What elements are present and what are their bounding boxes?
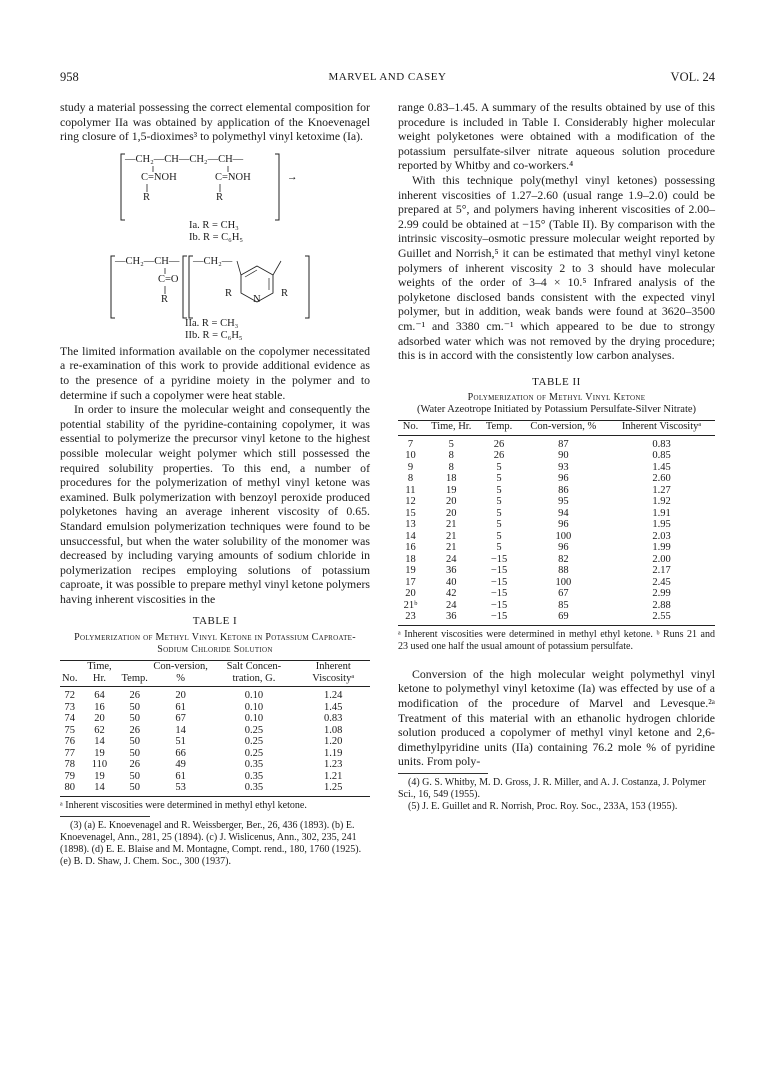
left-column bbox=[60, 100, 370, 868]
table-header-cell: Con-version, % bbox=[153, 661, 208, 684]
table-cell: 21 bbox=[446, 542, 457, 554]
table-cell: 0.25 bbox=[244, 724, 264, 736]
table-cell: 5 bbox=[496, 461, 502, 473]
table-cell: 1.21 bbox=[324, 770, 343, 782]
table-cell: 88 bbox=[558, 565, 569, 577]
table-cell: 53 bbox=[175, 782, 186, 794]
table-cell: 2.99 bbox=[652, 588, 671, 600]
table-cell: 0.10 bbox=[244, 701, 264, 713]
table-cell: 96 bbox=[558, 542, 569, 554]
table-cell: 0.35 bbox=[244, 759, 264, 771]
table-cell: 17 bbox=[405, 576, 416, 588]
table-cell: 95 bbox=[558, 496, 569, 508]
table-cell: 90 bbox=[558, 450, 569, 462]
table-cell: 36 bbox=[446, 611, 457, 623]
table-cell: 0.35 bbox=[244, 770, 264, 782]
table-cell: 26 bbox=[493, 438, 505, 450]
table-cell: −15 bbox=[490, 565, 508, 577]
table-row bbox=[398, 565, 715, 577]
table-cell: 26 bbox=[493, 450, 505, 462]
table-cell: 96 bbox=[558, 473, 569, 485]
structure-II-ring-r-right: R bbox=[281, 287, 289, 299]
table-cell: 19 bbox=[405, 565, 416, 577]
table-cell: 5 bbox=[496, 484, 502, 496]
table-row bbox=[60, 748, 370, 760]
table-row bbox=[398, 577, 715, 589]
table-cell: 0.35 bbox=[244, 782, 264, 794]
running-title: MARVEL AND CASEY bbox=[328, 71, 447, 83]
table-cell: 0.25 bbox=[244, 736, 264, 748]
table-cell: 78 bbox=[64, 759, 75, 771]
table-cell: 1.23 bbox=[324, 759, 343, 771]
table-row bbox=[60, 759, 370, 771]
footnote-rule-right bbox=[398, 773, 488, 774]
table-cell: 2.17 bbox=[652, 565, 671, 577]
table-cell: 79 bbox=[64, 770, 75, 782]
table-cell: −15 bbox=[490, 588, 508, 600]
table-cell: 5 bbox=[496, 507, 502, 519]
table-header-cell: Con-version, % bbox=[530, 421, 597, 433]
table-cell: 69 bbox=[558, 611, 569, 623]
table-header-cell: Time, Hr. bbox=[87, 661, 112, 684]
table-row bbox=[398, 611, 715, 623]
table-cell: 1.99 bbox=[652, 542, 671, 554]
table-cell: 50 bbox=[129, 747, 140, 759]
table-cell: 1.20 bbox=[324, 736, 343, 748]
table-cell: 67 bbox=[175, 713, 186, 725]
table-row bbox=[60, 782, 370, 794]
right-references bbox=[398, 777, 715, 814]
structure-I-r2: R bbox=[216, 191, 224, 203]
table-cell: 1.45 bbox=[652, 461, 671, 473]
table-2-footnote: ᵃ Inherent viscosities were determined in methyl ethyl ketone. ᵇ Runs 21 and 23 used one half the usual amount of potassium persulfate. bbox=[398, 625, 715, 653]
left-paragraph-2: The limited information available on the copolymer necessitated a re-examination of this work to provide additional evidence as to the presence of a pyridine moiety in the polymer and to determine if such a copolymer were heat stable. bbox=[60, 343, 370, 402]
page-header bbox=[60, 70, 715, 86]
volume-label: VOL. 24 bbox=[670, 70, 715, 84]
table-cell: 5 bbox=[496, 473, 502, 485]
structure-I-r1: R bbox=[143, 191, 151, 203]
table-cell: 5 bbox=[496, 530, 502, 542]
table-2-title: TABLE II bbox=[532, 375, 581, 388]
structure-II-ring-n: N bbox=[253, 293, 261, 305]
table-cell: 21ᵇ bbox=[403, 599, 418, 611]
table-cell: 2.00 bbox=[652, 553, 671, 565]
table-header-cell: Time, Hr. bbox=[431, 421, 472, 433]
table-cell: 24 bbox=[446, 553, 457, 565]
table-cell: 50 bbox=[129, 701, 140, 713]
right-column bbox=[398, 100, 715, 814]
table-cell: 14 bbox=[94, 736, 105, 748]
table-row bbox=[398, 542, 715, 554]
table-cell: 16 bbox=[94, 701, 105, 713]
table-cell: 0.83 bbox=[324, 713, 343, 725]
table-cell: 24 bbox=[446, 599, 457, 611]
table-cell: 80 bbox=[64, 782, 75, 794]
table-row bbox=[398, 600, 715, 612]
structure-II-chain-2: —CH₂— bbox=[193, 255, 233, 267]
table-cell: 100 bbox=[555, 576, 572, 588]
left-paragraph-1: study a material possessing the correct elemental composition for copolymer IIa was obtained by application of the Knoevenagel ring closure of 1,5-dioximes³ to polymethyl vinyl ketoxime (Ia). bbox=[60, 100, 370, 144]
table-cell: 1.25 bbox=[324, 782, 343, 794]
structure-I-chain: —CH₂—CH—CH₂—CH— bbox=[125, 153, 244, 165]
table-row bbox=[60, 713, 370, 725]
reference-item: (5) J. E. Guillet and R. Norrish, Proc. Roy. Soc., 233A, 153 (1955). bbox=[408, 801, 678, 813]
table-header-cell: Temp. bbox=[121, 672, 148, 684]
table-cell: 74 bbox=[64, 713, 75, 725]
table-cell: 77 bbox=[64, 747, 75, 759]
table-cell: 76 bbox=[64, 736, 75, 748]
table-cell: 86 bbox=[558, 484, 569, 496]
table-cell: 2.45 bbox=[652, 576, 671, 588]
table-cell: 66 bbox=[175, 747, 186, 759]
table-header-cell: No. bbox=[402, 421, 419, 433]
table-row bbox=[60, 725, 370, 737]
table-cell: 50 bbox=[129, 736, 140, 748]
table-cell: 10 bbox=[405, 450, 416, 462]
table-cell: 21 bbox=[446, 530, 457, 542]
table-cell: 5 bbox=[496, 519, 502, 531]
structure-I-oxime-1: C=NOH bbox=[141, 171, 177, 183]
structure-Ib-label: Ib. R = C₆H₅ bbox=[189, 231, 244, 243]
table-row bbox=[60, 687, 370, 702]
table-cell: 20 bbox=[446, 496, 457, 508]
structure-II-ring-r-left: R bbox=[225, 287, 233, 299]
table-cell: 0.83 bbox=[652, 438, 671, 450]
table-cell: 1.24 bbox=[324, 690, 343, 702]
structure-I bbox=[115, 150, 315, 248]
right-paragraph-3: Conversion of the high molecular weight polymethyl vinyl ketone to polymethyl vinyl ketoxime (Ia) was effected by use of a modification of the procedure of Marvel and Levesque.²ᵃ Treatment of this material with an ethanolic hydrogen chloride solution produced a copolymer of methyl vinyl ketone and 2,6-dimethylpyridine units (IIa) containing 76.2 mole % of pyridine units. From poly- bbox=[398, 666, 715, 769]
structure-II-carbonyl: C=O bbox=[158, 273, 179, 285]
table-2-caption: Polymerization of Methyl Vinyl Ketone bbox=[467, 392, 646, 404]
table-cell: 20 bbox=[94, 713, 105, 725]
structure-I-oxime-2: C=NOH bbox=[215, 171, 251, 183]
table-header-cell: Inherent Viscosityᵃ bbox=[621, 421, 702, 433]
table-cell: 26 bbox=[129, 759, 140, 771]
table-row bbox=[398, 519, 715, 531]
table-cell: −15 bbox=[490, 576, 508, 588]
table-row bbox=[398, 462, 715, 474]
table-1 bbox=[60, 660, 370, 794]
table-cell: 94 bbox=[558, 507, 569, 519]
table-row bbox=[60, 702, 370, 714]
table-1-caption: Polymerization of Methyl Vinyl Ketone in Potassium Caproate-Sodium Chloride Solution bbox=[74, 632, 356, 656]
table-cell: 0.10 bbox=[244, 690, 264, 702]
table-cell: 73 bbox=[64, 701, 75, 713]
table-cell: 12 bbox=[405, 496, 416, 508]
table-header-cell: Inherent Viscosityᵃ bbox=[312, 661, 355, 684]
table-cell: 1.92 bbox=[652, 496, 671, 508]
table-cell: 40 bbox=[446, 576, 457, 588]
structure-IIb-label: IIb. R = C₆H₅ bbox=[185, 329, 243, 341]
table-cell: 0.85 bbox=[652, 450, 671, 462]
table-cell: 20 bbox=[405, 588, 416, 600]
page-number: 958 bbox=[60, 70, 79, 84]
left-references bbox=[60, 820, 370, 869]
table-row bbox=[60, 736, 370, 748]
table-cell: 5 bbox=[448, 438, 454, 450]
structure-IIa-label: IIa. R = CH₃ bbox=[185, 317, 239, 329]
table-cell: 7 bbox=[407, 438, 414, 450]
table-row bbox=[398, 435, 715, 450]
table-2 bbox=[398, 420, 715, 623]
table-row bbox=[398, 588, 715, 600]
table-1-title: TABLE I bbox=[192, 615, 238, 628]
table-cell: 14 bbox=[405, 530, 416, 542]
table-cell: 18 bbox=[405, 553, 416, 565]
table-row bbox=[398, 485, 715, 497]
table-cell: 62 bbox=[94, 724, 105, 736]
table-cell: −15 bbox=[490, 611, 508, 623]
table-cell: 13 bbox=[405, 519, 416, 531]
table-2-subcaption: (Water Azeotrope Initiated by Potassium Persulfate-Silver Nitrate) bbox=[416, 404, 697, 416]
table-cell: 110 bbox=[91, 759, 108, 771]
table-cell: 51 bbox=[175, 736, 186, 748]
table-cell: 20 bbox=[175, 690, 186, 702]
table-cell: 19 bbox=[94, 770, 105, 782]
table-cell: 1.45 bbox=[324, 701, 343, 713]
table-row bbox=[398, 554, 715, 566]
table-cell: 36 bbox=[446, 565, 457, 577]
footnote-rule bbox=[60, 816, 150, 817]
table-cell: −15 bbox=[490, 553, 508, 565]
table-cell: 75 bbox=[64, 724, 75, 736]
table-cell: 61 bbox=[175, 701, 186, 713]
table-cell: 15 bbox=[405, 507, 416, 519]
table-cell: 87 bbox=[558, 438, 569, 450]
table-cell: 14 bbox=[175, 724, 186, 736]
table-cell: 14 bbox=[94, 782, 105, 794]
left-paragraph-3: In order to insure the molecular weight and consequently the potential stability of the pyridine-containing copolymer, it was essential to polymerize the precursor vinyl ketone to the highest possible molecular weight polymer which still possessed the required solubility properties. To this end, a number of procedures for the polymerization of methyl vinyl ketone was examined. Bulk polymerization with benzoyl peroxide produced polyketones having an average inherent viscosity of 0.65. Standard emulsion polymerization techniques were found to be unsuccessful, but when the water solubility of the monomer was decreased by including varying amounts of sodium chloride in polymerization recipes employing solutions of potassium caproate, it was possible to prepare methyl vinyl ketone polymers having inherent viscosities in the bbox=[60, 402, 370, 606]
table-cell: 1.27 bbox=[652, 484, 671, 496]
reference-item: (3) (a) E. Knoevenagel and R. Weissberger, Ber., 26, 436 (1893). (b) E. Knoevenagel, Ann., 281, 25 (1894). (c) J. Wislicenus, Ann., 302, 235, 241 (1898). (d) E. E. Blaise and M. Montagne, Compt. rend., 180, 1760 (1925). (e) B. D. Shaw, J. Chem. Soc., 300 (1937). bbox=[60, 819, 362, 868]
table-cell: 5 bbox=[496, 542, 502, 554]
table-cell: 93 bbox=[558, 461, 569, 473]
table-cell: 8 bbox=[448, 450, 454, 462]
table-cell: 9 bbox=[407, 461, 414, 473]
table-header-cell: Salt Concen-tration, G. bbox=[226, 661, 282, 684]
table-cell: 67 bbox=[558, 588, 569, 600]
table-cell: 96 bbox=[558, 519, 569, 531]
structure-II-r: R bbox=[161, 293, 169, 305]
table-row bbox=[398, 496, 715, 508]
table-cell: 49 bbox=[175, 759, 186, 771]
table-cell: 72 bbox=[64, 690, 75, 702]
structure-II-chain-1: —CH₂—CH— bbox=[115, 255, 180, 267]
table-cell: 1.19 bbox=[324, 747, 343, 759]
table-cell: 26 bbox=[129, 690, 140, 702]
table-cell: 100 bbox=[555, 530, 572, 542]
right-paragraph-1: range 0.83–1.45. A summary of the results obtained by use of this procedure is included in Table I. Considerably higher molecular weight polyketones were obtained with a modification of the potassium persulfate-silver nitrate aqueous solution procedure reported by Whitby and co-workers.⁴ bbox=[398, 100, 715, 173]
table-cell: 1.91 bbox=[652, 507, 671, 519]
table-cell: 5 bbox=[496, 496, 502, 508]
reference-item: (4) G. S. Whitby, M. D. Gross, J. R. Miller, and A. J. Costanza, J. Polymer Sci., 16, 549 (1955). bbox=[398, 776, 706, 801]
table-cell: 11 bbox=[405, 484, 416, 496]
table-cell: 8 bbox=[448, 461, 454, 473]
table-cell: 18 bbox=[446, 473, 457, 485]
table-1-footnote: ᵃ Inherent viscosities were determined in methyl ethyl ketone. bbox=[60, 796, 370, 812]
table-cell: 64 bbox=[94, 690, 105, 702]
table-row bbox=[398, 473, 715, 485]
table-cell: 2.88 bbox=[652, 599, 671, 611]
table-cell: 20 bbox=[446, 507, 457, 519]
table-cell: 50 bbox=[129, 713, 140, 725]
table-row bbox=[60, 771, 370, 783]
table-cell: 61 bbox=[175, 770, 186, 782]
table-cell: 26 bbox=[129, 724, 140, 736]
table-cell: 85 bbox=[558, 599, 569, 611]
structure-II bbox=[105, 250, 325, 344]
table-row bbox=[398, 531, 715, 543]
table-cell: 8 bbox=[407, 473, 414, 485]
table-cell: 50 bbox=[129, 770, 140, 782]
table-cell: 2.55 bbox=[652, 611, 671, 623]
table-row bbox=[398, 450, 715, 462]
table-cell: 21 bbox=[446, 519, 457, 531]
table-cell: −15 bbox=[490, 599, 508, 611]
table-row bbox=[398, 508, 715, 520]
table-cell: 2.60 bbox=[652, 473, 671, 485]
table-cell: 2.03 bbox=[652, 530, 671, 542]
table-cell: 1.95 bbox=[652, 519, 671, 531]
table-cell: 82 bbox=[558, 553, 569, 565]
table-header-cell: Temp. bbox=[485, 421, 513, 433]
table-cell: 19 bbox=[446, 484, 457, 496]
table-cell: 50 bbox=[129, 782, 140, 794]
right-paragraph-2: With this technique poly(methyl vinyl ketones) possessing inherent viscosities of 1.27–2.60 (usual range 1.9–2.0) could be prepared at 5°, and polymers having inherent viscosities of 2.00–2.99 could be obtained at −15° (Table II). By comparison with the intrinsic viscosity–osmotic pressure molecular weight reported by Guillet and Norrish,⁵ it can be estimated that methyl vinyl ketone polymers of inherent viscosity 2 to 3 should have molecular weights of the order of 3–4 × 10.⁵ Infrared analysis of the polyketone disclosed bands consistent with the expected vinyl polymer, but in addition, weak bands were found at 3620–3500 cm.⁻¹ and 3380 cm.⁻¹ which appeared to be due to strongy adsorbed water which was not removed by the drying procedure; this is in accord with the consistently low carbon analyses. bbox=[398, 172, 715, 363]
table-header-cell: No. bbox=[62, 672, 78, 684]
structure-Ia-label: Ia. R = CH₃ bbox=[189, 219, 239, 231]
table-cell: 42 bbox=[446, 588, 457, 600]
reaction-arrow: → bbox=[287, 171, 298, 183]
table-cell: 0.25 bbox=[244, 747, 264, 759]
table-cell: 16 bbox=[405, 542, 416, 554]
table-cell: 23 bbox=[405, 611, 416, 623]
table-cell: 19 bbox=[94, 747, 105, 759]
table-cell: 0.10 bbox=[244, 713, 264, 725]
table-cell: 1.08 bbox=[324, 724, 343, 736]
